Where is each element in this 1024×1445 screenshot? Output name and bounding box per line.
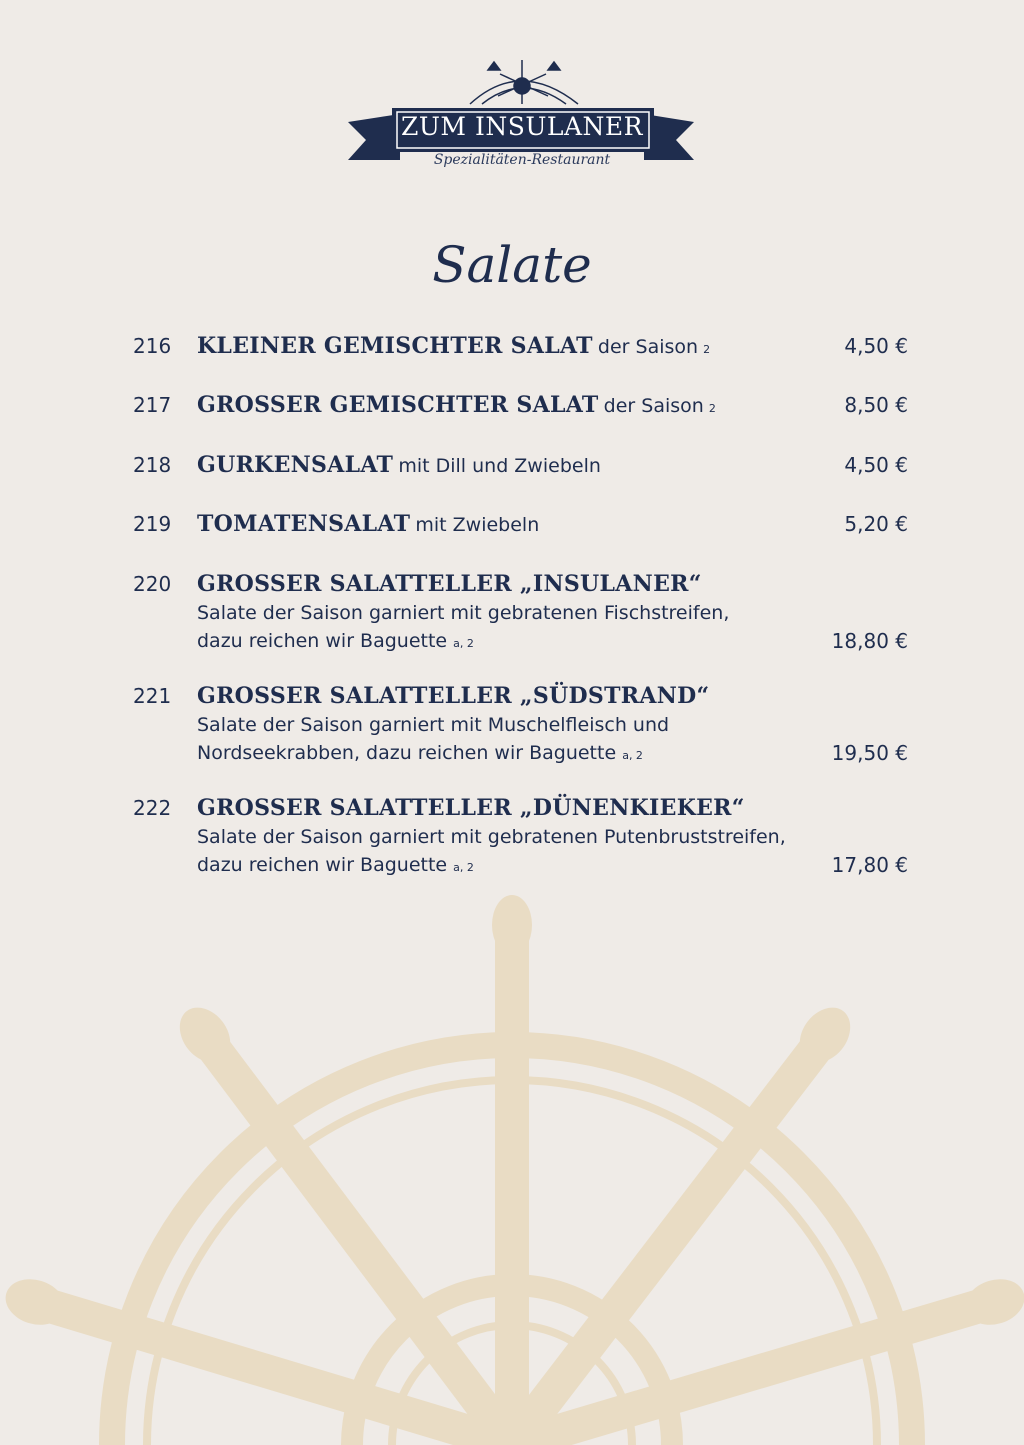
item-description [197, 599, 729, 658]
item-description: mit Dill und Zwiebeln [398, 455, 601, 477]
item-description: der Saison [597, 336, 699, 358]
item-price: 4,50 € [844, 453, 908, 477]
item-allergens: a, 2 [622, 749, 643, 762]
item-allergens: 2 [703, 343, 711, 356]
ship-ornament-icon [470, 60, 578, 104]
item-line [197, 683, 709, 711]
item-description: mit Zwiebeln [415, 514, 540, 536]
item-line [197, 333, 710, 363]
item-number: 219 [133, 512, 172, 536]
section-title: Salate [432, 236, 592, 294]
item-number: 220 [133, 572, 172, 596]
item-description [197, 823, 786, 882]
item-line [197, 795, 745, 823]
item-description-line [197, 739, 669, 770]
item-title: KLEINER GEMISCHTER SALAT [197, 333, 593, 359]
item-title: GROSSER GEMISCHTER SALAT [197, 392, 599, 418]
item-title: GURKENSALAT [197, 452, 394, 478]
item-description-line: Salate der Saison garniert mit Muschelfleisch und [197, 714, 670, 736]
logo-title: ZUM INSULANER [400, 112, 644, 141]
item-description-text: Nordseekrabben, dazu reichen wir Baguette [197, 742, 617, 764]
item-line [197, 452, 601, 480]
item-number: 216 [133, 334, 172, 358]
item-description-text: dazu reichen wir Baguette [197, 630, 448, 652]
item-price: 18,80 € [831, 629, 908, 653]
item-description-line [197, 627, 729, 658]
item-line [197, 392, 716, 422]
item-allergens: 2 [708, 402, 716, 415]
item-allergens: a, 2 [453, 637, 474, 650]
item-title: TOMATENSALAT [197, 511, 411, 537]
item-number: 217 [133, 393, 172, 417]
item-line [197, 511, 539, 539]
item-line [197, 571, 702, 599]
item-allergens: a, 2 [453, 861, 474, 874]
item-number: 221 [133, 684, 172, 708]
item-number: 218 [133, 453, 172, 477]
item-price: 4,50 € [844, 334, 908, 358]
item-price: 5,20 € [844, 512, 908, 536]
logo-subtitle: Spezialitäten-Restaurant [433, 152, 611, 168]
item-number: 222 [133, 796, 172, 820]
item-title: GROSSER SALATTELLER „DÜNENKIEKER“ [197, 795, 745, 821]
item-price: 19,50 € [831, 741, 908, 765]
item-description-line: Salate der Saison garniert mit gebratenen Putenbruststreifen, [197, 826, 786, 848]
item-title: GROSSER SALATTELLER „INSULANER“ [197, 571, 702, 597]
item-price: 17,80 € [831, 853, 908, 877]
item-description [197, 711, 669, 770]
logo-banner [0, 0, 1024, 200]
item-price: 8,50 € [844, 393, 908, 417]
item-description: der Saison [603, 395, 704, 417]
item-description-line: Salate der Saison garniert mit gebratenen Fischstreifen, [197, 602, 730, 624]
item-title: GROSSER SALATTELLER „SÜDSTRAND“ [197, 683, 710, 709]
item-description-line [197, 851, 786, 882]
item-description-text: dazu reichen wir Baguette [197, 854, 448, 876]
